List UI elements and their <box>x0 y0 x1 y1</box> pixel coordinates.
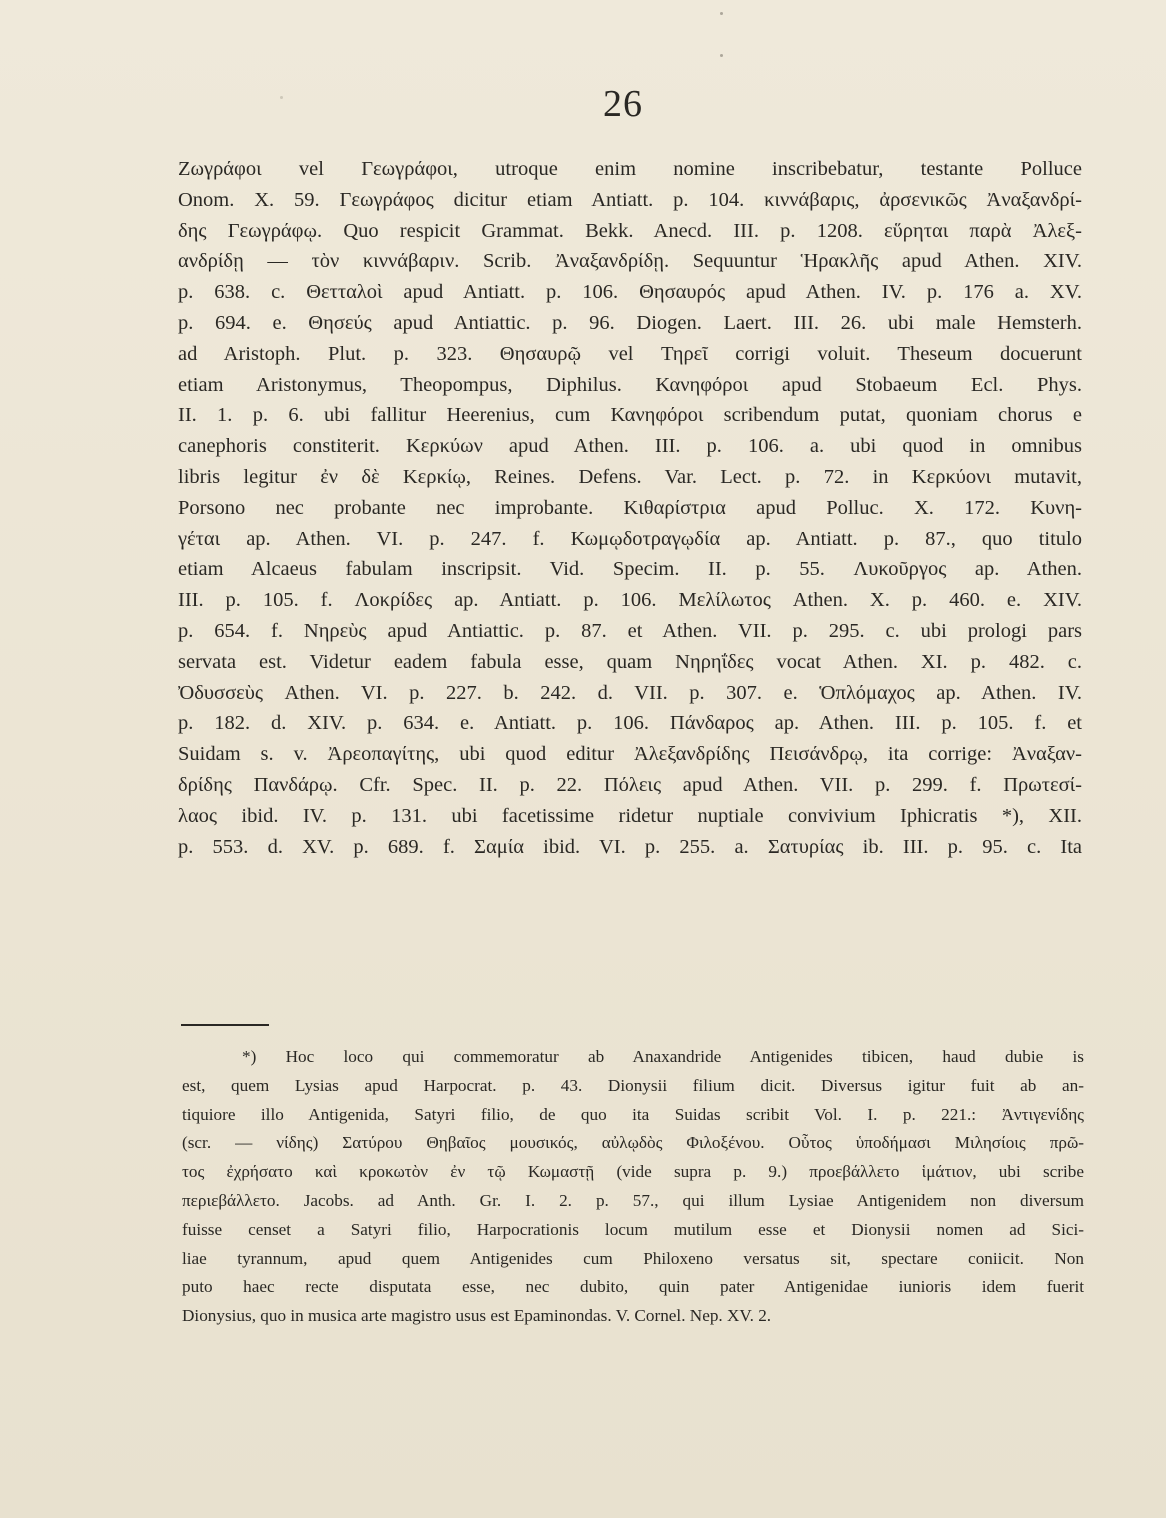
main-text-block <box>178 154 1082 862</box>
text-line: III. p. 105. f. Λοκρίδες ap. Antiatt. p. 106. Μελίλωτος Athen. X. p. 460. e. XIV. <box>178 589 1082 612</box>
text-line: γέται ap. Athen. VI. p. 247. f. Κωμῳδοτραγῳδία ap. Antiatt. p. 87., quo titulo <box>178 527 1082 550</box>
text-line: Porsono nec probante nec improbante. Κιθαρίστρια apud Polluc. X. 172. Κυνη- <box>178 496 1082 519</box>
footnote-line: Dionysius, quo in musica arte magistro usus est Epaminondas. V. Cornel. Nep. XV. 2. <box>182 1306 772 1326</box>
footnote-line: puto haec recte disputata esse, nec dubito, quin pater Antigenidae iunioris idem fuerit <box>182 1277 1084 1297</box>
paper-speck <box>720 12 723 15</box>
footnote-line: *) Hoc loco qui commemoratur ab Anaxandride Antigenides tibicen, haud dubie is <box>242 1047 1084 1066</box>
text-line: Suidam s. v. Ἀρεοπαγίτης, ubi quod editur Ἀλεξανδρίδης Πεισάνδρῳ, ita corrige: Ἀναξαν- <box>178 743 1082 766</box>
footnote-line: περιεβάλλετο. Jacobs. ad Anth. Gr. I. 2. p. 57., qui illum Lysiae Antigenidem non diversum <box>182 1190 1084 1210</box>
footnote-line: tiquiore illo Antigenida, Satyri filio, de quo ita Suidas scribit Vol. I. p. 221.: Ἀντιγενίδης <box>182 1104 1084 1124</box>
text-line: Ὀδυσσεὺς Athen. VI. p. 227. b. 242. d. VII. p. 307. e. Ὁπλόμαχος ap. Athen. IV. <box>178 681 1082 704</box>
text-line: p. 182. d. XIV. p. 634. e. Antiatt. p. 106. Πάνδαρος ap. Athen. III. p. 105. f. et <box>178 712 1082 735</box>
text-line: libris legitur ἐν δὲ Κερκίῳ, Reines. Defens. Var. Lect. p. 72. in Κερκύονι mutavit, <box>178 465 1082 488</box>
footnote-line: liae tyrannum, apud quem Antigenides cum Philoxeno versatus sit, spectare coniicit. Non <box>182 1248 1084 1268</box>
text-line: etiam Alcaeus fabulam inscripsit. Vid. Specim. II. p. 55. Λυκοῦργος ap. Athen. <box>178 558 1082 581</box>
text-line: p. 654. f. Νηρεὺς apud Antiattic. p. 87. et Athen. VII. p. 295. c. ubi prologi pars <box>178 619 1082 642</box>
footnote-line: (scr. — νίδης) Σατύρου Θηβαῖος μουσικός, αὐλῳδὸς Φιλοξένου. Οὗτος ὑποδήμασι Μιλησίοις πρῶ- <box>182 1133 1084 1153</box>
text-line: ad Aristoph. Plut. p. 323. Θησαυρῷ vel Τηρεῖ corrigi voluit. Theseum docuerunt <box>178 342 1082 365</box>
footnote-block <box>182 1043 1084 1331</box>
footnote-line: τος ἐχρήσατο καὶ κροκωτὸν ἐν τῷ Κωμαστῇ (vide supra p. 9.) προεβάλλετο ἱμάτιον, ubi scribe <box>182 1162 1084 1182</box>
text-line: δρίδης Πανδάρῳ. Cfr. Spec. II. p. 22. Πόλεις apud Athen. VII. p. 299. f. Πρωτεσί- <box>178 773 1082 796</box>
text-line: etiam Aristonymus, Theopompus, Diphilus. Κανηφόροι apud Stobaeum Ecl. Phys. <box>178 373 1082 396</box>
footnote-rule <box>181 1024 269 1026</box>
text-line: ανδρίδῃ — τὸν κιννάβαριν. Scrib. Ἀναξανδρίδῃ. Sequuntur Ἡρακλῆς apud Athen. XIV. <box>178 250 1082 273</box>
page-number: 26 <box>603 83 643 125</box>
text-line: λαος ibid. IV. p. 131. ubi facetissime ridetur nuptiale convivium Iphicratis *), XII. <box>178 804 1082 827</box>
text-line: canephoris constiterit. Κερκύων apud Athen. III. p. 106. a. ubi quod in omnibus <box>178 435 1082 458</box>
text-line: δης Γεωγράφῳ. Quo respicit Grammat. Bekk. Anecd. III. p. 1208. εὕρηται παρὰ Ἀλεξ- <box>178 219 1082 242</box>
text-line: p. 553. d. XV. p. 689. f. Σαμία ibid. VI. p. 255. a. Σατυρίας ib. III. p. 95. c. Ita <box>178 835 1082 858</box>
text-line: Onom. X. 59. Γεωγράφος dicitur etiam Antiatt. p. 104. κιννάβαρις, ἀρσενικῶς Ἀναξανδρί- <box>178 188 1082 211</box>
text-line: II. 1. p. 6. ubi fallitur Heerenius, cum Κανηφόροι scribendum putat, quoniam chorus e <box>178 404 1082 427</box>
footnote-line: est, quem Lysias apud Harpocrat. p. 43. Dionysii filium dicit. Diversus igitur fuit ab an- <box>182 1075 1084 1095</box>
text-line: Ζωγράφοι vel Γεωγράφοι, utroque enim nomine inscribebatur, testante Polluce <box>178 158 1082 180</box>
footnote-line: fuisse censet a Satyri filio, Harpocrationis locum mutilum esse et Dionysii nomen ad Sici- <box>182 1219 1084 1239</box>
text-line: p. 638. c. Θετταλοὶ apud Antiatt. p. 106. Θησαυρός apud Athen. IV. p. 176 a. XV. <box>178 281 1082 304</box>
text-line: p. 694. e. Θησεύς apud Antiattic. p. 96. Diogen. Laert. III. 26. ubi male Hemsterh. <box>178 311 1082 334</box>
text-line: servata est. Videtur eadem fabula esse, quam Νηρηΐδες vocat Athen. XI. p. 482. c. <box>178 650 1082 673</box>
paper-speck <box>720 54 723 57</box>
